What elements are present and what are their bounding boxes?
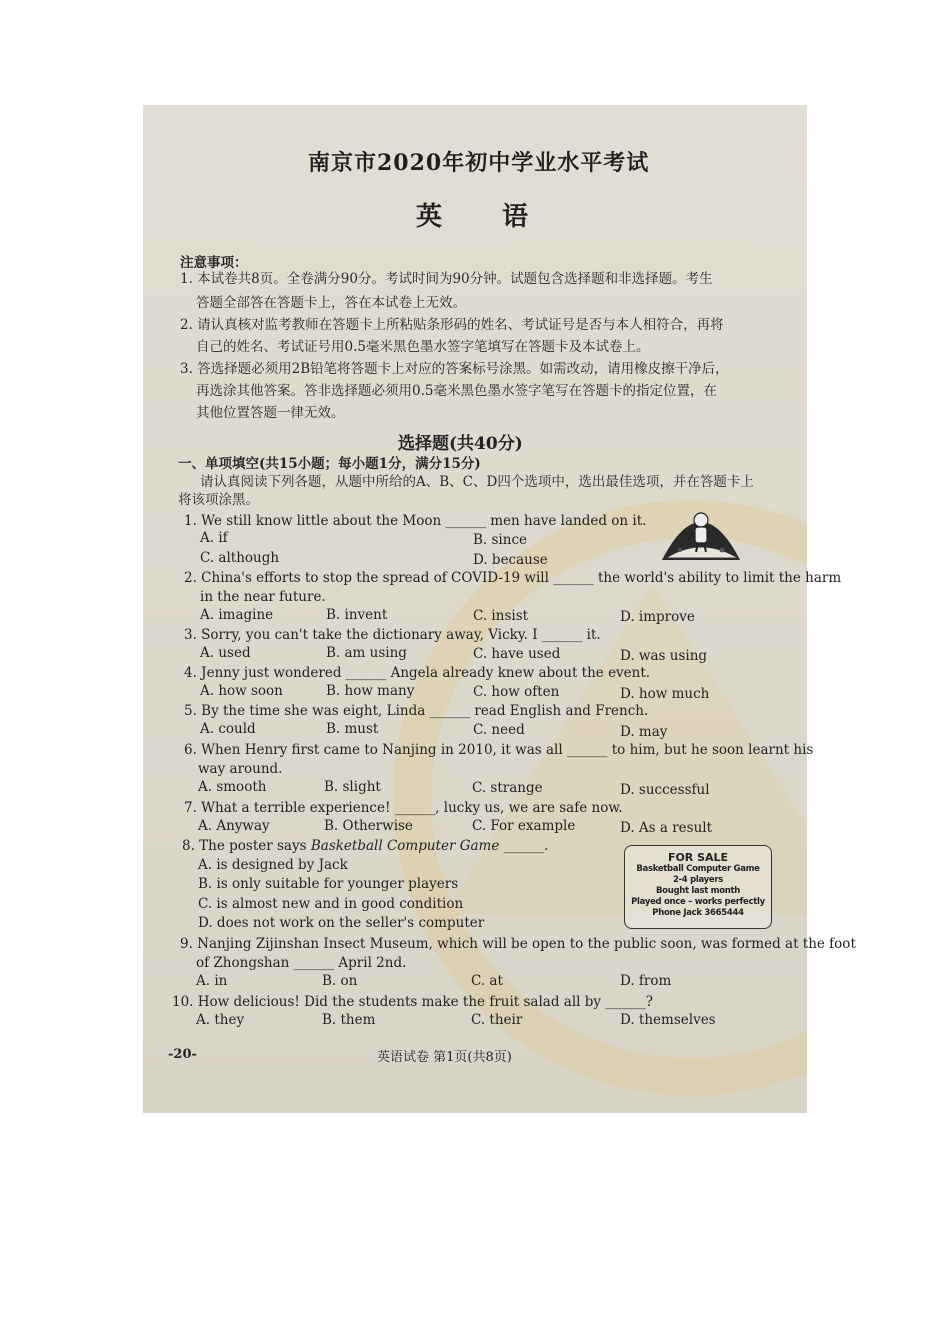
for-sale-line: Bought last month	[655, 886, 741, 896]
q5-option-c: C. need	[473, 722, 525, 738]
q2-option-a: A. imagine	[200, 607, 274, 623]
q8-option-b: B. is only suitable for younger players	[198, 876, 459, 892]
q7-option-c: C. For example	[472, 818, 576, 834]
for-sale-line: Played once – works perfectly	[631, 897, 765, 907]
question-6-stem: 6. When Henry first came to Nanjing in 2010, it was all ______ to him, but he soon learnt his	[184, 742, 814, 758]
q1-option-d: D. because	[473, 552, 548, 568]
question-7-stem: 7. What a terrible experience! ______, lucky us, we are safe now.	[184, 800, 623, 816]
question-6-stem-cont: way around.	[198, 761, 283, 777]
for-sale-title: FOR SALE	[667, 851, 729, 864]
q9-option-a: A. in	[196, 973, 228, 989]
q3-option-c: C. have used	[473, 646, 561, 662]
page-footer: 英语试卷 第1页(共8页)	[377, 1050, 512, 1065]
q3-option-b: B. am using	[326, 645, 407, 661]
note-3-line-2: 再选涂其他答案。答非选择题必须用0.5毫米黑色墨水签字笔写在答题卡的指定位置，在	[196, 383, 717, 399]
for-sale-line: Basketball Computer Game	[636, 864, 760, 874]
q7-option-a: A. Anyway	[198, 818, 270, 834]
for-sale-poster	[624, 845, 772, 929]
q10-option-d: D. themselves	[620, 1012, 716, 1028]
q2-option-d: D. improve	[620, 609, 695, 625]
q3-option-d: D. was using	[620, 648, 708, 664]
for-sale-line: 2-4 players	[672, 875, 724, 885]
q5-option-d: D. may	[620, 724, 668, 740]
q9-option-d: D. from	[620, 973, 672, 989]
q8-option-d: D. does not work on the seller's computer	[198, 915, 485, 931]
q3-option-a: A. used	[200, 645, 251, 661]
q10-option-c: C. their	[471, 1012, 523, 1028]
q10-option-a: A. they	[196, 1012, 245, 1028]
q8-stem-prefix: 8. The poster says	[182, 838, 311, 854]
q9-option-c: C. at	[471, 973, 503, 989]
subject-title: 英语	[416, 202, 589, 232]
q2-option-c: C. insist	[473, 608, 529, 624]
q8-stem-suffix: ______.	[499, 838, 549, 854]
q4-option-c: C. how often	[473, 684, 560, 700]
q8-stem-italic: Basketball Computer Game	[310, 838, 500, 854]
question-2-stem-cont: in the near future.	[200, 589, 326, 605]
question-5-stem: 5. By the time she was eight, Linda ______ read English and French.	[184, 703, 649, 719]
note-3-line-1: 3. 答选择题必须用2B铅笔将答题卡上对应的答案标号涂黑。如需改动，请用橡皮擦干净后，	[180, 361, 729, 377]
q8-option-a: A. is designed by Jack	[198, 857, 348, 873]
section-title: 选择题(共40分)	[398, 434, 523, 454]
question-9-stem-cont: of Zhongshan ______ April 2nd.	[196, 955, 407, 971]
q7-option-d: D. As a result	[620, 820, 713, 836]
note-1-line-1: 1. 本试卷共8页。全卷满分90分。考试时间为90分钟。试题包含选择题和非选择题。考生	[180, 271, 713, 287]
question-1-stem: 1. We still know little about the Moon ______ men have landed on it.	[184, 513, 647, 529]
q6-option-d: D. successful	[620, 782, 710, 798]
q2-option-b: B. invent	[326, 607, 388, 623]
q1-option-b: B. since	[473, 532, 527, 548]
note-3-line-3: 其他位置答题一律无效。	[196, 405, 345, 421]
q4-option-d: D. how much	[620, 686, 710, 702]
question-2-stem: 2. China's efforts to stop the spread of COVID-19 will ______ the world's ability to limit the harm	[184, 570, 842, 586]
question-9-stem: 9. Nanjing Zijinshan Insect Museum, which will be open to the public soon, was formed at the foot	[180, 936, 856, 952]
q5-option-a: A. could	[200, 721, 256, 737]
instructions-line-1: 请认真阅读下列各题，从题中所给的A、B、C、D四个选项中，选出最佳选项，并在答题卡上	[200, 474, 754, 490]
instructions-line-2: 将该项涂黑。	[178, 492, 259, 508]
q6-option-b: B. slight	[324, 779, 381, 795]
note-1-line-2: 答题全部答在答题卡上，答在本试卷上无效。	[196, 295, 466, 311]
astronaut-moon-illustration	[660, 492, 742, 562]
q4-option-b: B. how many	[326, 683, 415, 699]
q6-option-a: A. smooth	[198, 779, 267, 795]
q6-option-c: C. strange	[472, 780, 543, 796]
for-sale-line: Phone Jack 3665444	[652, 908, 744, 918]
q4-option-a: A. how soon	[200, 683, 283, 699]
note-2-line-2: 自己的姓名、考试证号用0.5毫米黑色墨水签字笔填写在答题卡及本试卷上。	[196, 339, 650, 355]
q8-option-c: C. is almost new and in good condition	[198, 896, 464, 912]
q1-option-a: A. if	[200, 530, 228, 546]
question-8-stem	[182, 837, 548, 855]
q5-option-b: B. must	[326, 721, 379, 737]
exam-title: 南京市2020年初中学业水平考试	[308, 150, 650, 176]
question-3-stem: 3. Sorry, you can't take the dictionary away, Vicky. I ______ it.	[184, 627, 601, 643]
q1-option-c: C. although	[200, 550, 280, 566]
q9-option-b: B. on	[322, 973, 358, 989]
question-4-stem: 4. Jenny just wondered ______ Angela already knew about the event.	[184, 665, 651, 681]
notes-heading: 注意事项：	[180, 255, 248, 271]
part-title: 一、单项填空(共15小题；每小题1分，满分15分)	[178, 456, 481, 472]
question-10-stem: 10. How delicious! Did the students make the fruit salad all by ______?	[172, 994, 654, 1010]
q7-option-b: B. Otherwise	[324, 818, 413, 834]
page-number-left: -20-	[168, 1047, 197, 1062]
q10-option-b: B. them	[322, 1012, 376, 1028]
note-2-line-1: 2. 请认真核对监考教师在答题卡上所粘贴条形码的姓名、考试证号是否与本人相符合，再将	[180, 317, 724, 333]
